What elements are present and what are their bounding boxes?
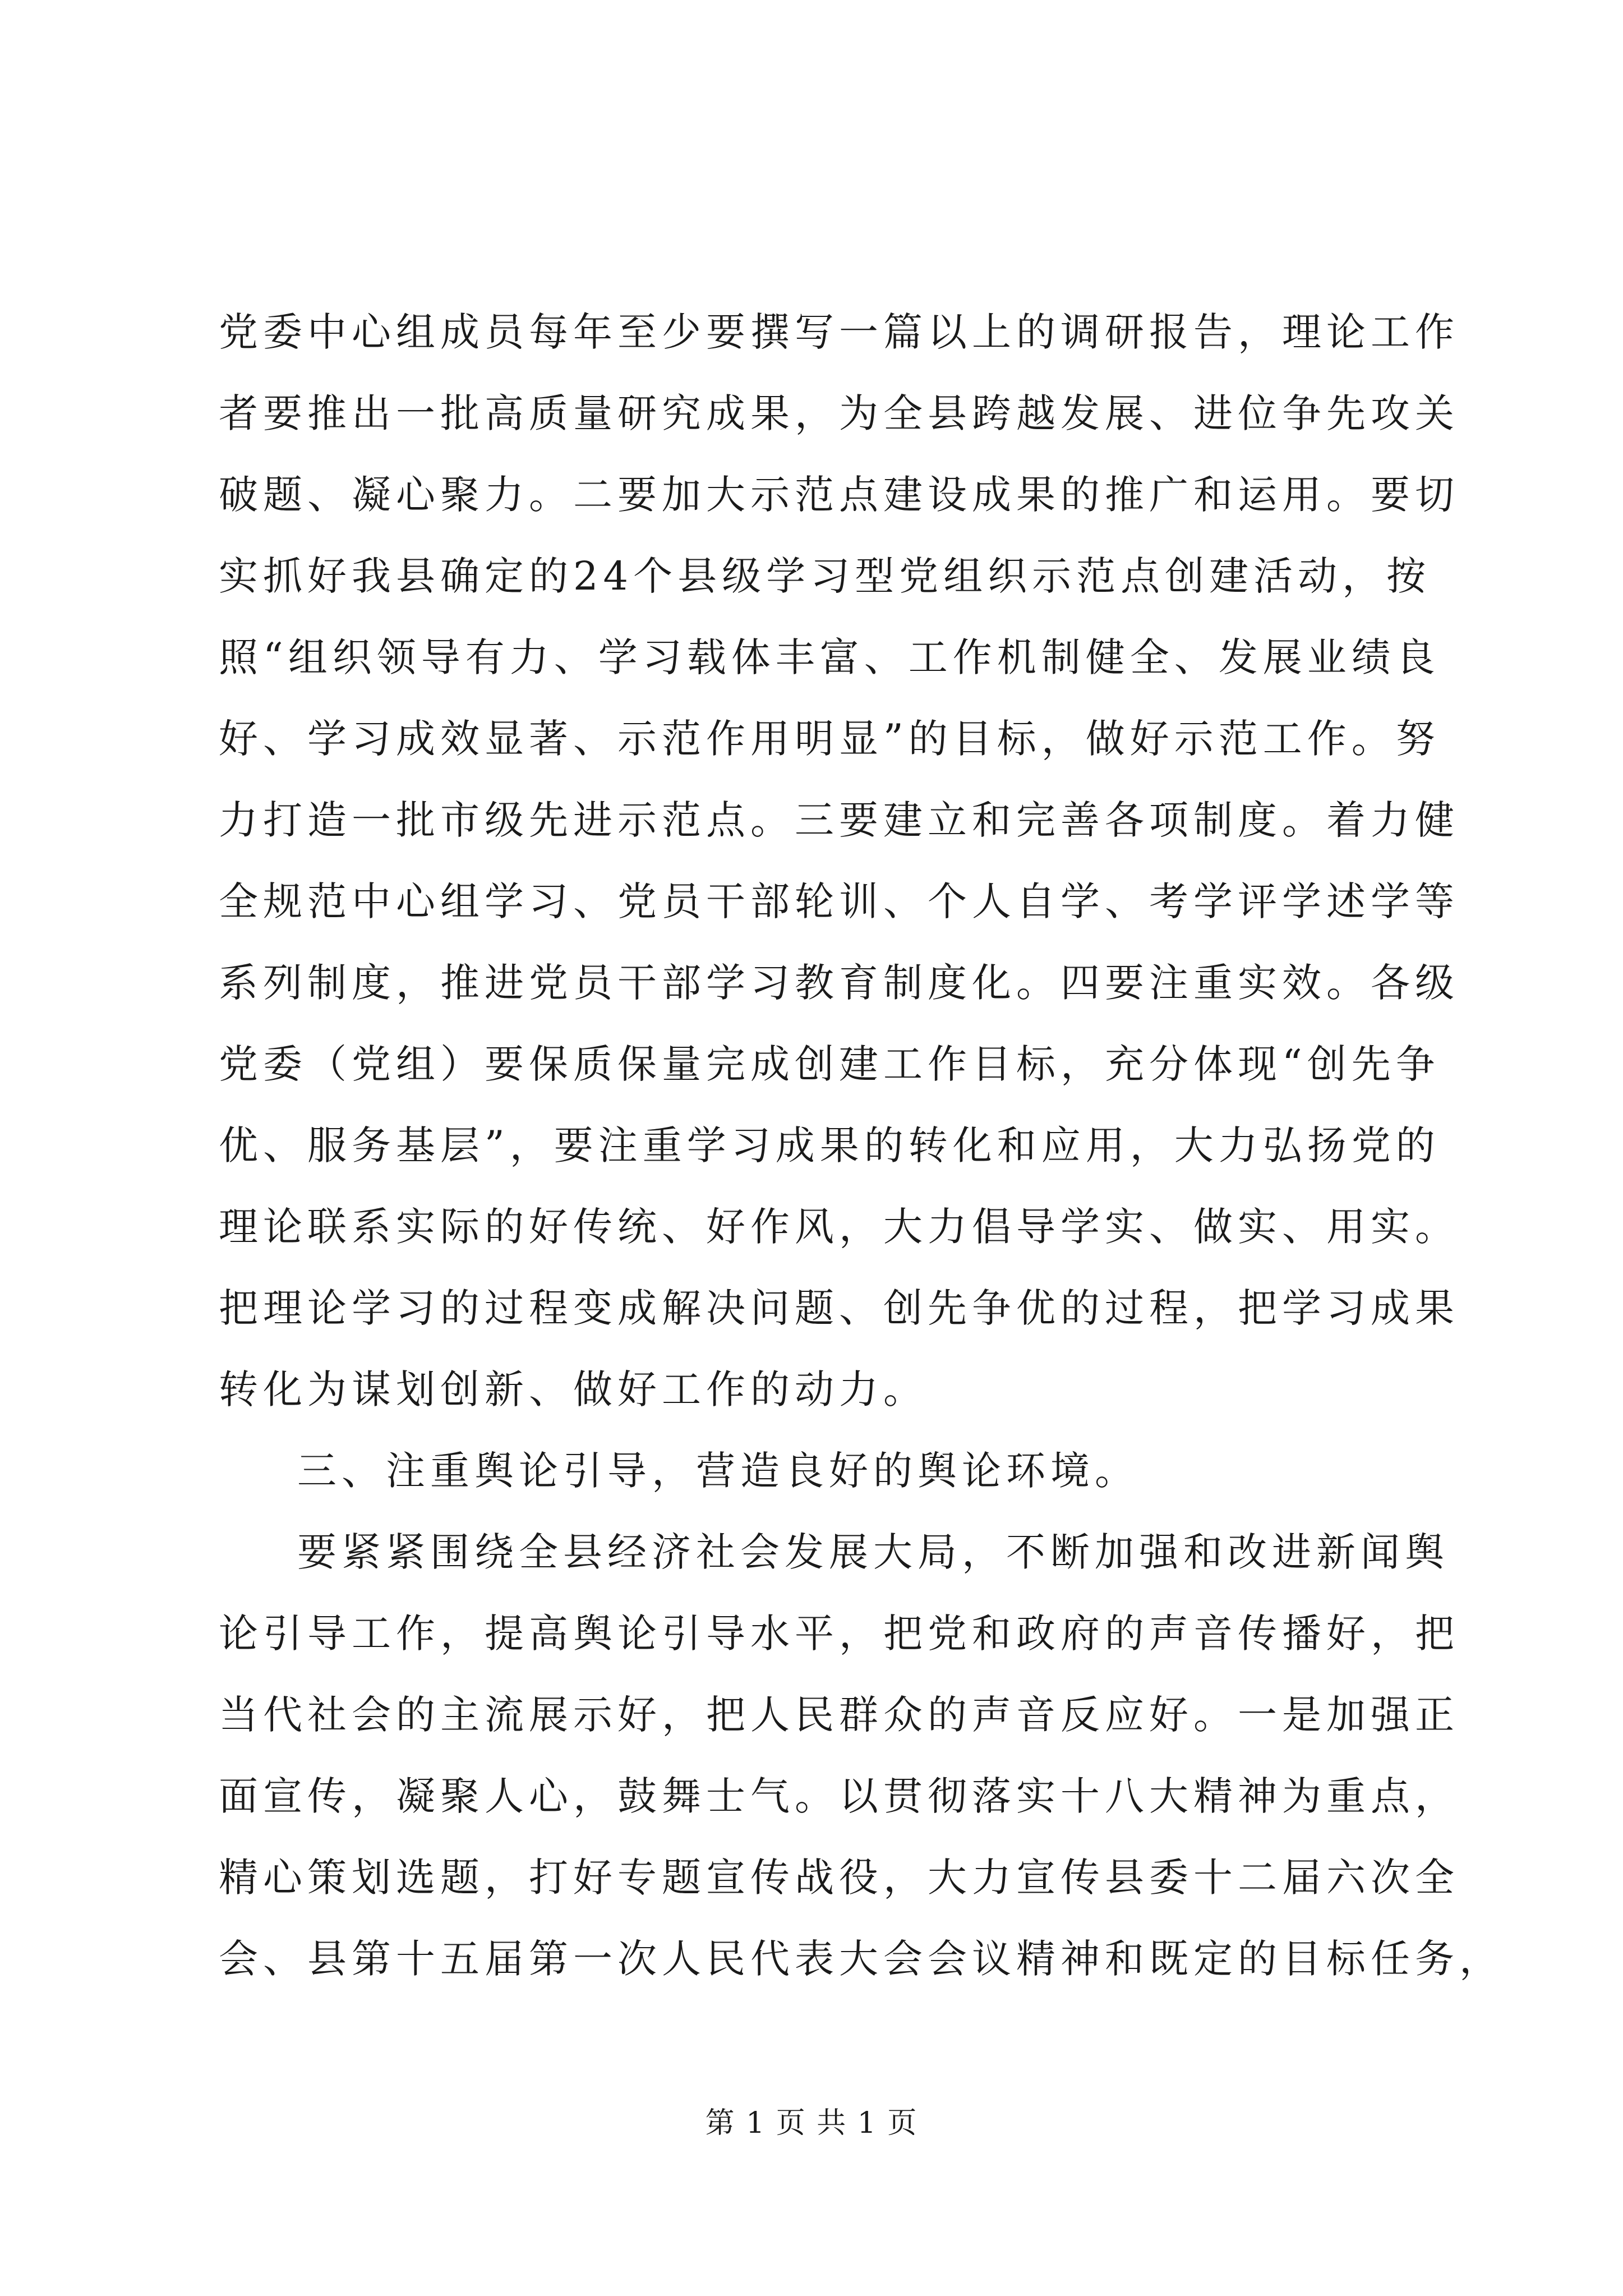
text-line: 照“组织领导有力、学习载体丰富、工作机制健全、发展业绩良 — [219, 634, 1440, 680]
text-line: 破题、凝心聚力。二要加大示范点建设成果的推广和运用。要切 — [219, 472, 1459, 518]
text-line: 系列制度，推进党员干部学习教育制度化。四要注重实效。各级 — [219, 960, 1459, 1006]
text-line: 优、服务基层”，要注重学习成果的转化和应用，大力弘扬党的 — [219, 1122, 1440, 1168]
text-line: 力打造一批市级先进示范点。三要建立和完善各项制度。着力健 — [219, 797, 1459, 843]
text-line: 面宣传，凝聚人心，鼓舞士气。以贯彻落实十八大精神为重点， — [219, 1773, 1459, 1819]
text-line: 党委（党组）要保质保量完成创建工作目标，充分体现“创先争 — [219, 1041, 1440, 1087]
text-line: 论引导工作，提高舆论引导水平，把党和政府的声音传播好，把 — [219, 1611, 1459, 1657]
text-line: 者要推出一批高质量研究成果，为全县跨越发展、进位争先攻关 — [219, 390, 1459, 436]
text-line: 实抓好我县确定的24个县级学习型党组织示范点创建活动，按 — [219, 553, 1431, 599]
text-line: 全规范中心组学习、党员干部轮训、个人自学、考学评学述学等 — [219, 878, 1459, 924]
text-line: 党委中心组成员每年至少要撰写一篇以上的调研报告，理论工作 — [219, 309, 1459, 355]
text-line: 理论联系实际的好传统、好作风，大力倡导学实、做实、用实。 — [219, 1204, 1459, 1250]
body-text — [219, 292, 1504, 2000]
text-line: 转化为谋划创新、做好工作的动力。 — [219, 1366, 928, 1412]
text-line: 当代社会的主流展示好，把人民群众的声音反应好。一是加强正 — [219, 1692, 1459, 1738]
section-heading: 三、注重舆论引导，营造良好的舆论环境。 — [297, 1448, 1139, 1494]
text-line: 会、县第十五届第一次人民代表大会会议精神和既定的目标任务， — [219, 1936, 1504, 1982]
text-line: 好、学习成效显著、示范作用明显”的目标，做好示范工作。努 — [219, 716, 1440, 762]
text-line: 把理论学习的过程变成解决问题、创先争优的过程，把学习成果 — [219, 1285, 1459, 1331]
text-line: 要紧紧围绕全县经济社会发展大局，不断加强和改进新闻舆 — [297, 1529, 1449, 1575]
page-footer — [0, 2104, 1623, 2143]
page-number-label: 第 1 页 共 1 页 — [705, 2106, 918, 2140]
text-line: 精心策划选题，打好专题宣传战役，大力宣传县委十二届六次全 — [219, 1855, 1459, 1901]
